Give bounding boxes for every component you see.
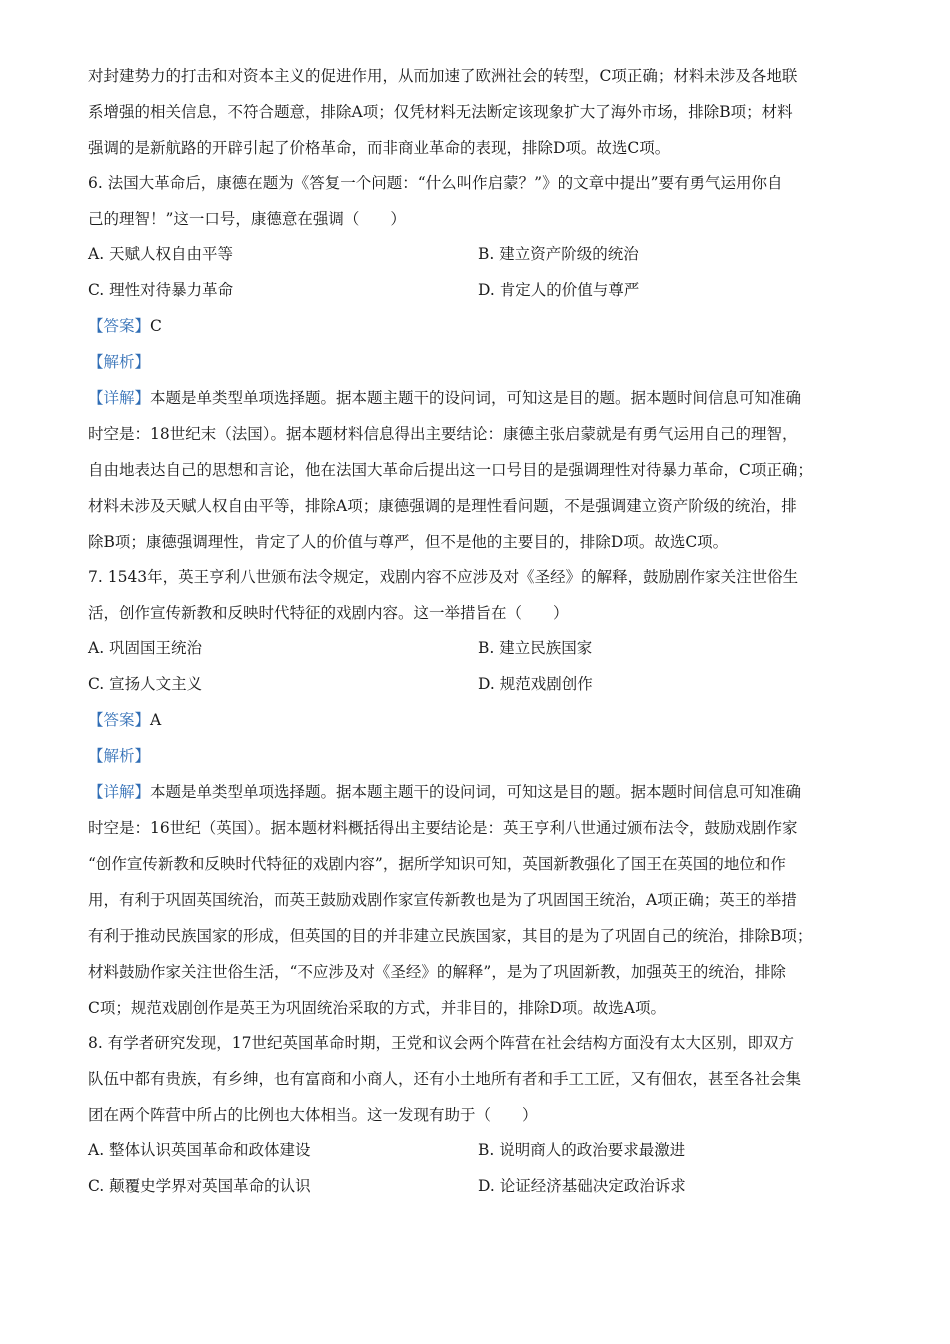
detail-line: 时空是：16世纪（英国）。据本题材料概括得出主要结论是：英王亨利八世通过颁布法令，鼓励戏剧作家: [88, 819, 798, 837]
answer-tag: 【答案】: [88, 317, 151, 335]
analysis-tag: 【解析】: [88, 747, 151, 765]
question-stem: 6. 法国大革命后，康德在题为《答复一个问题：“什么叫作启蒙？”》的文章中提出”要有勇气运用你自: [88, 174, 783, 192]
detail-tag: 【详解】: [88, 389, 151, 407]
analysis-line: [88, 746, 868, 766]
options-row: [88, 1140, 868, 1160]
question-stem: 队伍中都有贵族，有乡绅，也有富商和小商人，还有小土地所有者和手工工匠，又有佃农，甚至各社会集: [88, 1070, 802, 1088]
question-stem: 8. 有学者研究发现，17世纪英国革命时期，王党和议会两个阵营在社会结构方面没有太大区别，即双方: [88, 1034, 794, 1052]
option-c[interactable]: C. 理性对待暴力革命: [88, 281, 234, 299]
option-c[interactable]: C. 宣扬人文主义: [88, 675, 203, 693]
answer-value: C: [150, 317, 162, 335]
answer-tag: 【答案】: [88, 711, 151, 729]
option-a[interactable]: A. 整体认识英国革命和政体建设: [88, 1141, 311, 1159]
answer-line: [88, 710, 868, 730]
question-8: [88, 1033, 868, 1196]
question-7: [88, 567, 868, 1018]
option-d[interactable]: D. 规范戏剧创作: [478, 675, 593, 693]
option-b[interactable]: B. 建立资产阶级的统治: [478, 245, 639, 263]
detail-line: C项；规范戏剧创作是英王为巩固统治采取的方式，并非目的，排除D项。故选A项。: [88, 999, 666, 1017]
options-row: [88, 244, 868, 264]
detail-line: 自由地表达自己的思想和言论，他在法国大革命后提出这一口号目的是强调理性对待暴力革命，C项正确；: [88, 461, 813, 479]
analysis-line: [88, 352, 868, 372]
detail-line: 除B项；康德强调理性，肯定了人的价值与尊严，但不是他的主要目的，排除D项。故选C项。: [88, 533, 729, 551]
detail-line: 材料未涉及天赋人权自由平等，排除A项；康德强调的是理性看问题，不是强调建立资产阶级的统治，排: [88, 497, 797, 515]
detail-line: 用，有利于巩固英国统治，而英王鼓励戏剧作家宣传新教也是为了巩固国王统治，A项正确；英王的举措: [88, 891, 797, 909]
option-c[interactable]: C. 颠覆史学界对英国革命的认识: [88, 1177, 311, 1195]
intro-line: 强调的是新航路的开辟引起了价格革命，而非商业革命的表现，排除D项。故选C项。: [88, 139, 671, 157]
answer-line: [88, 316, 868, 336]
answer-value: A: [150, 711, 162, 729]
options-row: [88, 638, 868, 658]
option-a[interactable]: A. 天赋人权自由平等: [88, 245, 234, 263]
intro-line: 对封建势力的打击和对资本主义的促进作用，从而加速了欧洲社会的转型，C项正确；材料未涉及各地联: [88, 67, 798, 85]
detail-line: 【详解】本题是单类型单项选择题。据本题主题干的设问词，可知这是目的题。据本题时间信息可知准确: [88, 783, 802, 801]
intro-line: 系增强的相关信息，不符合题意，排除A项；仅凭材料无法断定该现象扩大了海外市场，排除B项；材料: [88, 103, 793, 121]
detail-line: “创作宣传新教和反映时代特征的戏剧内容”，据所学知识可知，英国新教强化了国王在英国的地位和作: [88, 855, 786, 873]
detail-line: 【详解】本题是单类型单项选择题。据本题主题干的设问词，可知这是目的题。据本题时间信息可知准确: [88, 389, 802, 407]
options-row: [88, 280, 868, 300]
detail-line: 有利于推动民族国家的形成，但英国的目的并非建立民族国家，其目的是为了巩固自己的统治，排除B项；: [88, 927, 813, 945]
option-b[interactable]: B. 建立民族国家: [478, 639, 593, 657]
question-stem: 己的理智！”这一口号，康德意在强调（ ）: [88, 210, 406, 228]
detail-line: 材料鼓励作家关注世俗生活，“不应涉及对《圣经》的解释”，是为了巩固新教，加强英王的统治，排除: [88, 963, 786, 981]
detail-line: 时空是：18世纪末（法国）。据本题材料信息得出主要结论：康德主张启蒙就是有勇气运用自己的理智，: [88, 425, 798, 443]
question-stem: 团在两个阵营中所占的比例也大体相当。这一发现有助于（ ）: [88, 1106, 538, 1124]
analysis-tag: 【解析】: [88, 353, 151, 371]
question-6: [88, 173, 868, 552]
option-b[interactable]: B. 说明商人的政治要求最激进: [478, 1141, 686, 1159]
question-stem: 7. 1543年，英王亨利八世颁布法令规定，戏剧内容不应涉及对《圣经》的解释，鼓励剧作家关注世俗生: [88, 568, 799, 586]
option-d[interactable]: D. 肯定人的价值与尊严: [478, 281, 640, 299]
question-stem: 活，创作宣传新教和反映时代特征的戏剧内容。这一举措旨在（ ）: [88, 604, 569, 622]
exam-page: [88, 66, 868, 1212]
option-a[interactable]: A. 巩固国王统治: [88, 639, 203, 657]
option-d[interactable]: D. 论证经济基础决定政治诉求: [478, 1177, 686, 1195]
options-row: [88, 1176, 868, 1196]
detail-tag: 【详解】: [88, 783, 151, 801]
options-row: [88, 674, 868, 694]
